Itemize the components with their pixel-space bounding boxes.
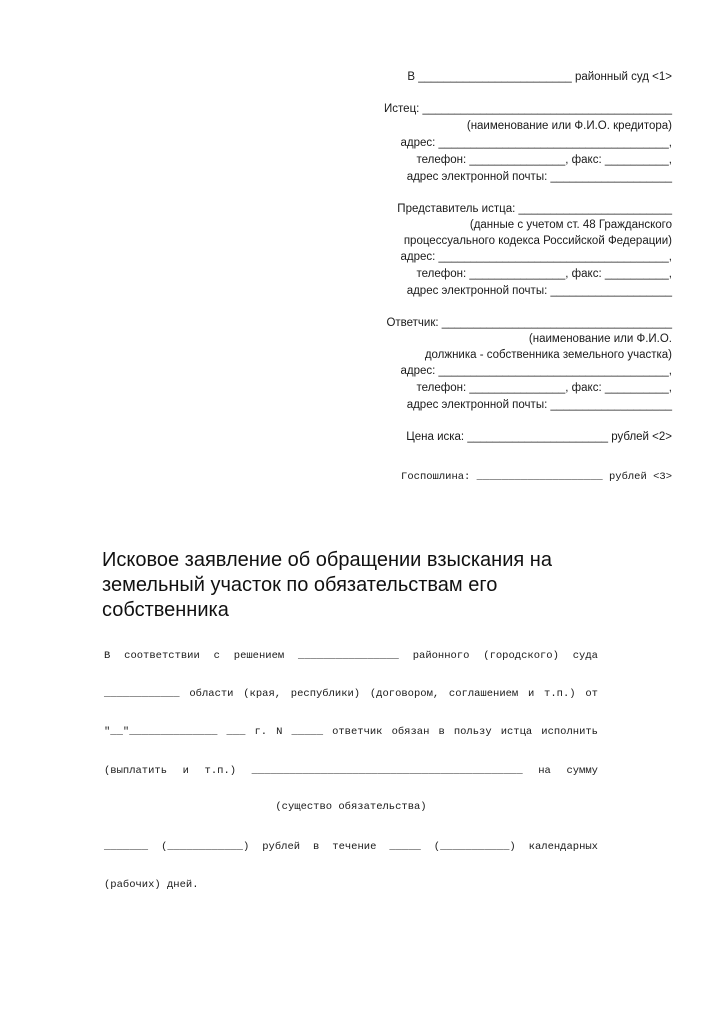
- body-word: соглашением: [448, 688, 519, 700]
- representative-note-1: (данные с учетом ст. 48 Гражданского: [469, 219, 672, 231]
- representative-line: Представитель истца: ________________________: [397, 203, 672, 215]
- body-word: г.: [254, 726, 268, 738]
- body-word: ________________: [298, 650, 399, 662]
- representative-phone: телефон: _______________, факс: __________,: [416, 268, 672, 280]
- plaintiff-line: Истец: _______________________________________: [384, 103, 672, 115]
- state-fee: Госпошлина: ____________________ рублей <3>: [401, 471, 672, 483]
- body-word: В: [104, 650, 111, 662]
- body-word: _______: [104, 841, 149, 853]
- body-word: ответчик: [332, 726, 383, 738]
- body-word: пользу: [453, 726, 492, 738]
- body-word: и: [182, 765, 189, 777]
- defendant-note-1: (наименование или Ф.И.О.: [528, 333, 672, 345]
- body-line-6: [104, 842, 598, 853]
- defendant-phone: телефон: _______________, факс: __________,: [416, 382, 672, 394]
- court-line: В ________________________ районный суд <1>: [407, 71, 672, 83]
- body-word: календарных: [528, 841, 598, 853]
- body-word: на: [538, 765, 551, 777]
- body-word: (края,: [243, 688, 282, 700]
- plaintiff-phone: телефон: _______________, факс: __________,: [416, 154, 672, 166]
- body-word: в: [313, 841, 320, 853]
- body-word: ___________________________________________: [251, 765, 523, 777]
- body-line-2: [104, 689, 598, 700]
- body-line-3: [104, 727, 598, 738]
- body-word: исполнить: [541, 726, 598, 738]
- body-word: с: [213, 650, 220, 662]
- body-word: области: [189, 688, 234, 700]
- body-line-1: [104, 651, 598, 662]
- representative-email: адрес электронной почты: ___________________: [406, 285, 672, 297]
- body-word: течение: [332, 841, 377, 853]
- plaintiff-note: (наименование или Ф.И.О. кредитора): [466, 120, 672, 132]
- body-word: и: [527, 688, 535, 700]
- body-line-5: (существо обязательства): [275, 801, 427, 813]
- defendant-email: адрес электронной почты: ___________________: [406, 399, 672, 411]
- document-title: Исковое заявление об обращении взыскания на земельный участок по обязательствам его собственника: [102, 549, 552, 621]
- body-word: соответствии: [124, 650, 200, 662]
- body-line-7: (рабочих) дней.: [104, 879, 199, 891]
- body-word: в: [438, 726, 445, 738]
- defendant-line: Ответчик: ____________________________________: [386, 317, 672, 329]
- body-word: N: [276, 726, 283, 738]
- body-word: _____: [291, 726, 324, 738]
- body-word: _____: [389, 841, 421, 853]
- body-word: (договором,: [369, 688, 440, 700]
- body-word: ____________: [104, 688, 180, 700]
- plaintiff-address: адрес: ____________________________________,: [400, 137, 672, 149]
- body-word: т.п.): [544, 688, 576, 700]
- body-word: истца: [500, 726, 533, 738]
- body-word: рублей: [262, 841, 301, 853]
- body-word: обязан: [391, 726, 430, 738]
- representative-address: адрес: ____________________________________,: [400, 251, 672, 263]
- body-word: т.п.): [204, 765, 237, 777]
- body-word: (____________): [161, 841, 250, 853]
- body-word: "__"______________: [104, 726, 218, 738]
- body-word: (городского): [483, 650, 559, 662]
- plaintiff-email: адрес электронной почты: ___________________: [406, 171, 672, 183]
- defendant-note-2: должника - собственника земельного участка): [424, 349, 672, 361]
- body-word: республики): [290, 688, 361, 700]
- defendant-address: адрес: ____________________________________,: [400, 365, 672, 377]
- body-word: от: [585, 688, 598, 700]
- representative-note-2: процессуального кодекса Российской Федерации): [403, 235, 672, 247]
- body-word: суда: [572, 650, 598, 662]
- body-word: сумму: [566, 765, 598, 777]
- body-word: решением: [233, 650, 285, 662]
- body-word: ___: [226, 726, 246, 738]
- body-word: (выплатить: [104, 765, 168, 777]
- claim-price: Цена иска: ______________________ рублей <2>: [406, 431, 672, 443]
- body-line-4: [104, 766, 598, 777]
- body-word: (___________): [433, 841, 516, 853]
- body-word: районного: [412, 650, 470, 662]
